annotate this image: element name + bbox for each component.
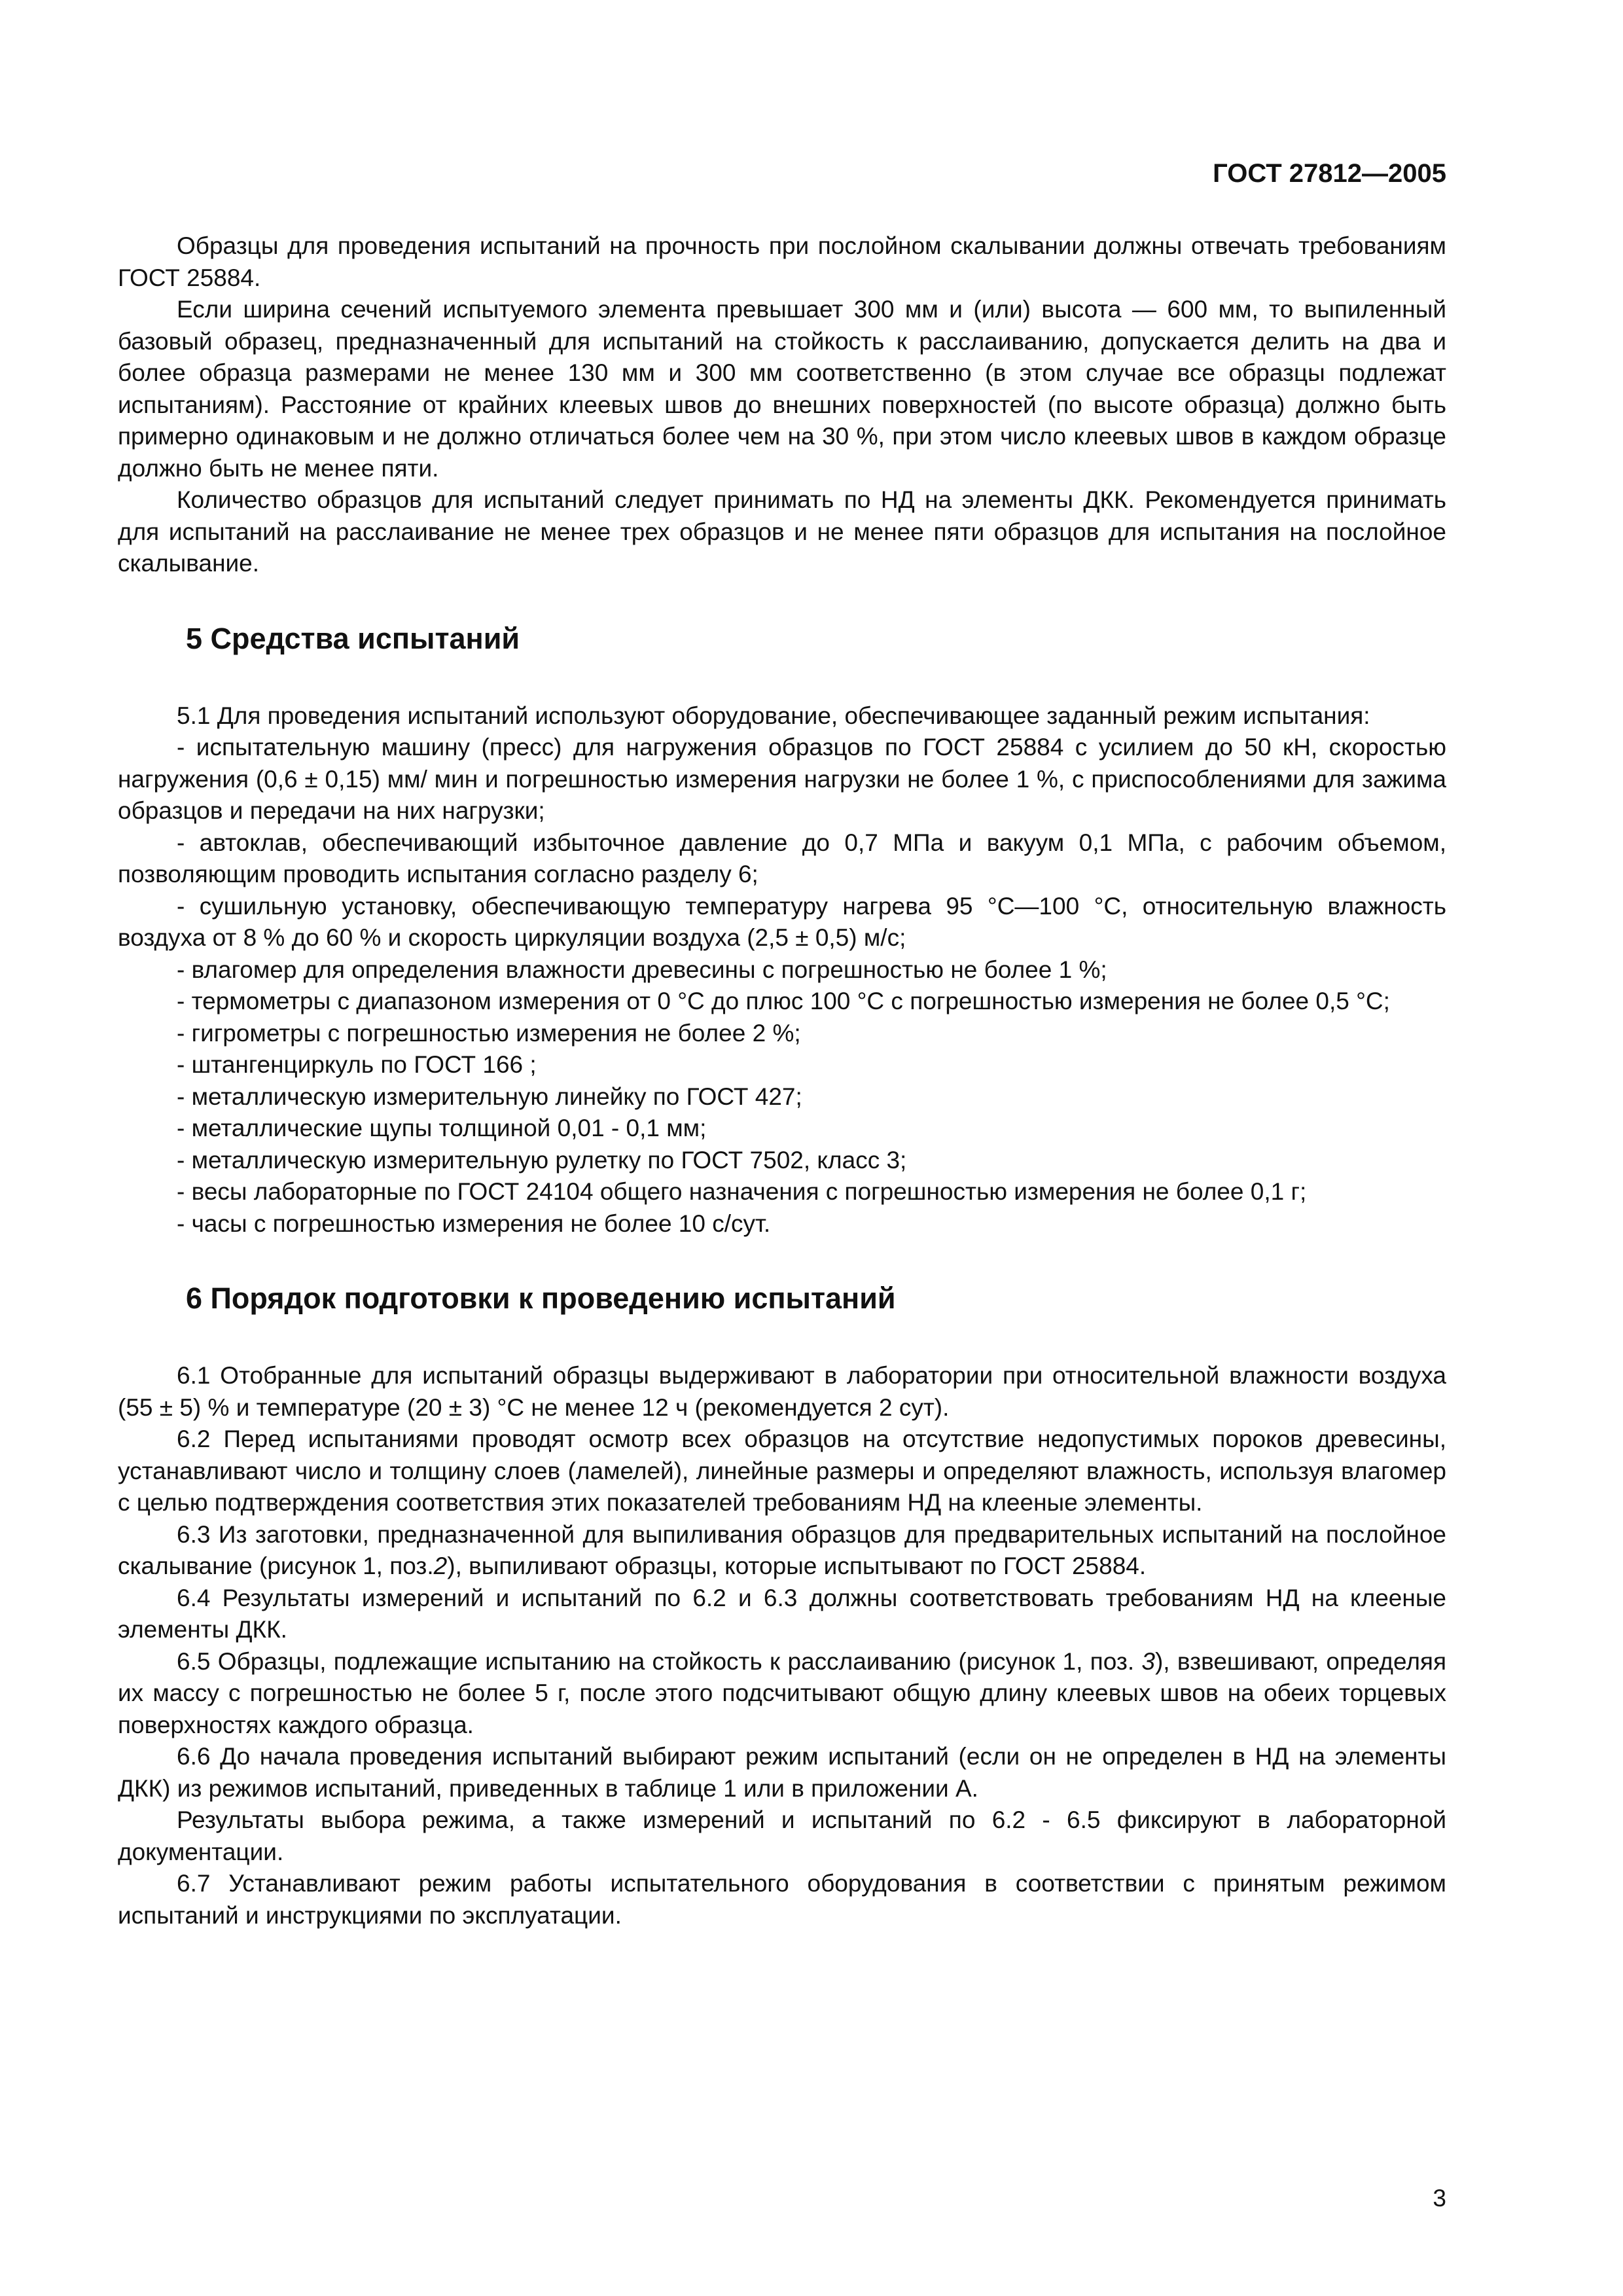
equipment-list-item: - термометры с диапазоном измерения от 0 °С до плюс 100 °С с погрешностью измерения не более 0,5 °С; <box>177 988 1390 1014</box>
paragraph-6-1: 6.1 Отобранные для испытаний образцы выдерживают в лаборатории при относительной влажности воздуха (55 ± 5) % и температуре (20 ± 3) °С не менее 12 ч (рекомендуется 2 сут). <box>118 1362 1446 1421</box>
paragraph-6-6: 6.6 До начала проведения испытаний выбирают режим испытаний (если он не определен в НД на элементы ДКК) из режимов испытаний, приведенных в таблице 1 или в приложении А. <box>118 1743 1446 1802</box>
equipment-list-item: - весы лабораторные по ГОСТ 24104 общего назначения с погрешностью измерения не более 0,1 г; <box>177 1178 1307 1205</box>
equipment-list-item: - испытательную машину (пресс) для нагружения образцов по ГОСТ 25884 с усилием до 50 кН, скоростью нагружения (0,6 ± 0,15) мм/ мин и погрешностью измерения нагрузки не более 1 %, с приспособлениями для зажима образцов и передачи на них нагрузки; <box>118 734 1446 824</box>
figure-position-ref: 2 <box>433 1552 448 1579</box>
equipment-list-item: - сушильную установку, обеспечивающую температуру нагрева 95 °С—100 °С, относительную влажность воздуха от 8 % до 60 % и скорость циркуляции воздуха (2,5 ± 0,5) м/с; <box>118 892 1446 951</box>
figure-position-ref: 3 <box>1141 1647 1155 1675</box>
section-6-title: 6 Порядок подготовки к проведению испытаний <box>186 1282 896 1315</box>
equipment-list-item: - автоклав, обеспечивающий избыточное давление до 0,7 МПа и вакуум 0,1 МПа, с рабочим объемом, позволяющим проводить испытания согласно разделу 6; <box>118 829 1446 888</box>
paragraph-6-6-note: Результаты выбора режима, а также измерений и испытаний по 6.2 - 6.5 фиксируют в лабораторной документации. <box>118 1806 1446 1865</box>
paragraph-6-2: 6.2 Перед испытаниями проводят осмотр всех образцов на отсутствие недопустимых пороков древесины, устанавливают число и толщину слоев (ламелей), линейные размеры и определяют влажность, используя влагомер с целью подтверждения соответствия этих показателей требованиям НД на клееные элементы. <box>118 1426 1446 1516</box>
equipment-list-item: - металлические щупы толщиной 0,01 - 0,1 мм; <box>177 1115 707 1141</box>
document-code-header: ГОСТ 27812—2005 <box>1213 159 1446 188</box>
paragraph-intro-2: Если ширина сечений испытуемого элемента превышает 300 мм и (или) высота — 600 мм, то выпиленный базовый образец, предназначенный для испытаний на стойкость к расслаиванию, допускается делить на два и более образца размерами не менее 130 мм и 300 мм соответственно (в этом случае все образцы подлежат испытаниям). Расстояние от крайних клеевых швов до внешних поверхностей (по высоте образца) должно быть примерно одинаковым и не должно отличаться более чем на 30 %, при этом число клеевых швов в каждом образце должно быть не менее пяти. <box>118 296 1446 482</box>
paragraph-6-3 <box>118 1519 1446 1583</box>
paragraph-6-3-text-b: ), выпиливают образцы, которые испытывают по ГОСТ 25884. <box>447 1552 1147 1579</box>
section-5-title: 5 Средства испытаний <box>186 621 520 655</box>
paragraph-6-5-text-b: ), взвешивают, определяя их массу с погрешностью не более 5 г, после этого подсчитывают общую длину клеевых швов на обеих торцевых поверхностях каждого образца. <box>118 1647 1446 1738</box>
equipment-list-item: - часы с погрешностью измерения не более 10 с/сут. <box>177 1210 771 1237</box>
equipment-list-item: - металлическую измерительную рулетку по ГОСТ 7502, класс 3; <box>177 1146 907 1174</box>
equipment-list-item: - влагомер для определения влажности древесины с погрешностью не более 1 %; <box>177 956 1107 983</box>
paragraph-6-7: 6.7 Устанавливают режим работы испытательного оборудования в соответствии с принятым режимом испытаний и инструкциями по эксплуатации. <box>118 1870 1446 1929</box>
paragraph-intro-1: Образцы для проведения испытаний на прочность при послойном скалывании должны отвечать требованиям ГОСТ 25884. <box>118 232 1446 291</box>
equipment-list-item: - гигрометры с погрешностью измерения не более 2 %; <box>177 1019 801 1047</box>
paragraph-5-1: 5.1 Для проведения испытаний используют оборудование, обеспечивающее заданный режим испытания: <box>177 702 1370 729</box>
paragraph-6-4: 6.4 Результаты измерений и испытаний по 6.2 и 6.3 должны соответствовать требованиям НД на клееные элементы ДКК. <box>118 1584 1446 1643</box>
page-body <box>118 230 1446 1931</box>
paragraph-6-3-text-a: 6.3 Из заготовки, предназначенной для выпиливания образцов для предварительных испытаний на послойное скалывание (рисунок 1, поз. <box>118 1520 1446 1579</box>
page-number: 3 <box>1433 2185 1446 2212</box>
paragraph-intro-3: Количество образцов для испытаний следует принимать по НД на элементы ДКК. Рекомендуется принимать для испытаний на расслаивание не менее трех образцов и не менее пяти образцов для испытания на послойное скалывание. <box>118 486 1446 577</box>
equipment-list-item: - металлическую измерительную линейку по ГОСТ 427; <box>177 1083 802 1110</box>
paragraph-6-5 <box>118 1646 1446 1742</box>
equipment-list-item: - штангенциркуль по ГОСТ 166 ; <box>177 1051 537 1078</box>
paragraph-6-5-text-a: 6.5 Образцы, подлежащие испытанию на стойкость к расслаиванию (рисунок 1, поз. <box>177 1647 1142 1675</box>
